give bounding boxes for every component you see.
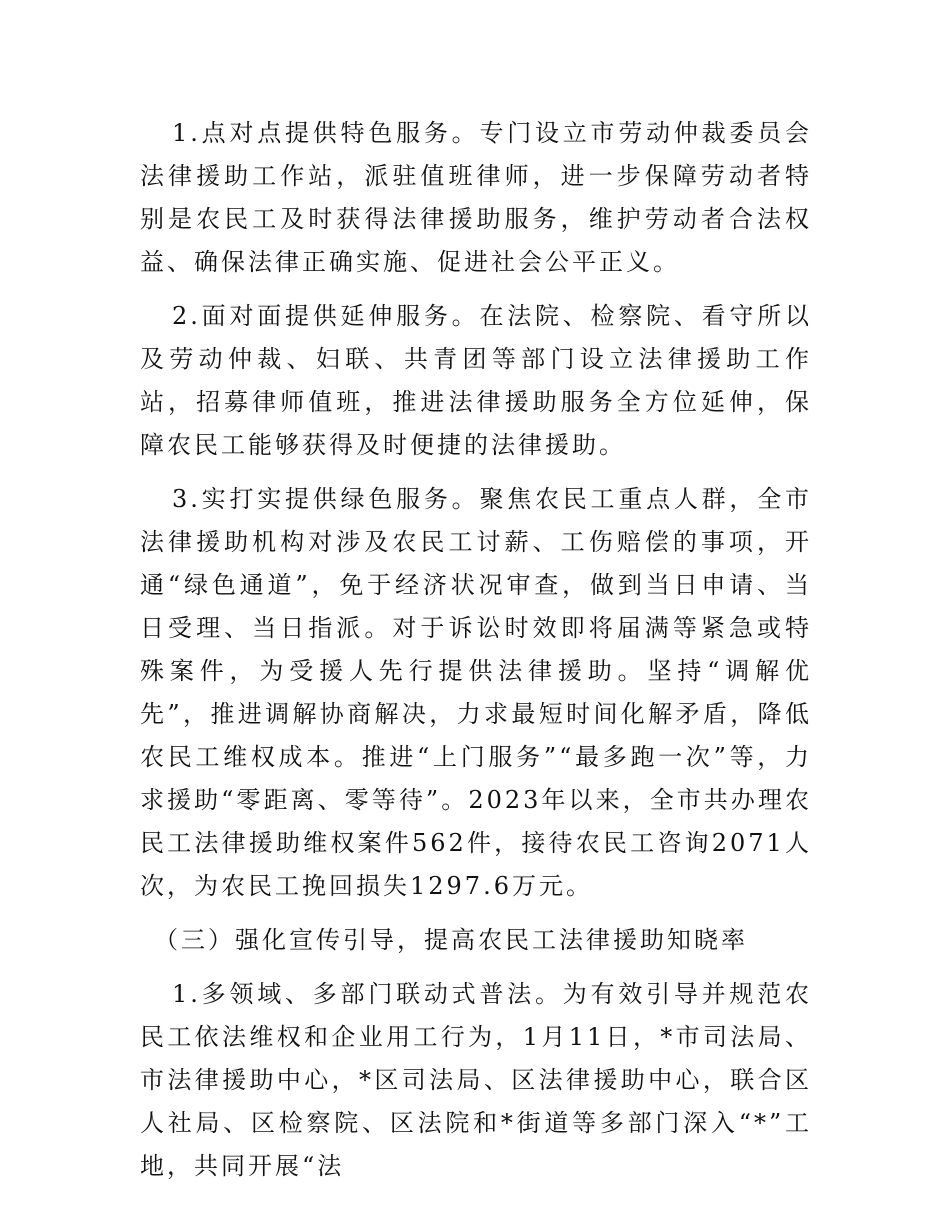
section-heading-publicity: （三）强化宣传引导，提高农民工法律援助知晓率 bbox=[154, 926, 748, 954]
paragraph-point-to-point-service: 1.点对点提供特色服务。专门设立市劳动仲裁委员会法律援助工作站，派驻值班律师，进一步保障劳动者特别是农民工及时获得法律援助服务，维护劳动者合法权益、确保法律正确实施、促进社会公平正义。 bbox=[140, 119, 812, 276]
document-body bbox=[140, 112, 812, 1188]
paragraph-multi-department-publicity: 1.多领域、多部门联动式普法。为有效引导并规范农民工依法维权和企业用工行为，1月11日，*市司法局、市法律援助中心，*区司法局、区法律援助中心，联合区人社局、区检察院、区法院和*街道等多部门深入“*”工地，共同开展“法 bbox=[140, 980, 812, 1180]
paragraph-green-service: 3.实打实提供绿色服务。聚焦农民工重点人群，全市法律援助机构对涉及农民工讨薪、工伤赔偿的事项，开通“绿色通道”，免于经济状况审查，做到当日申请、当日受理、当日指派。对于诉讼时效即将届满等紧急或特殊案件，为受援人先行提供法律援助。坚持“调解优先”，推进调解协商解决，力求最短时间化解矛盾，降低农民工维权成本。推进“上门服务”“最多跑一次”等，力求援助“零距离、零等待”。2023年以来，全市共办理农民工法律援助维权案件562件，接待农民工咨询2071人次，为农民工挽回损失1297.6万元。 bbox=[140, 485, 812, 900]
paragraph-face-to-face-service: 2.面对面提供延伸服务。在法院、检察院、看守所以及劳动仲裁、妇联、共青团等部门设立法律援助工作站，招募律师值班，推进法律援助服务全方位延伸，保障农民工能够获得及时便捷的法律援助。 bbox=[140, 302, 812, 459]
